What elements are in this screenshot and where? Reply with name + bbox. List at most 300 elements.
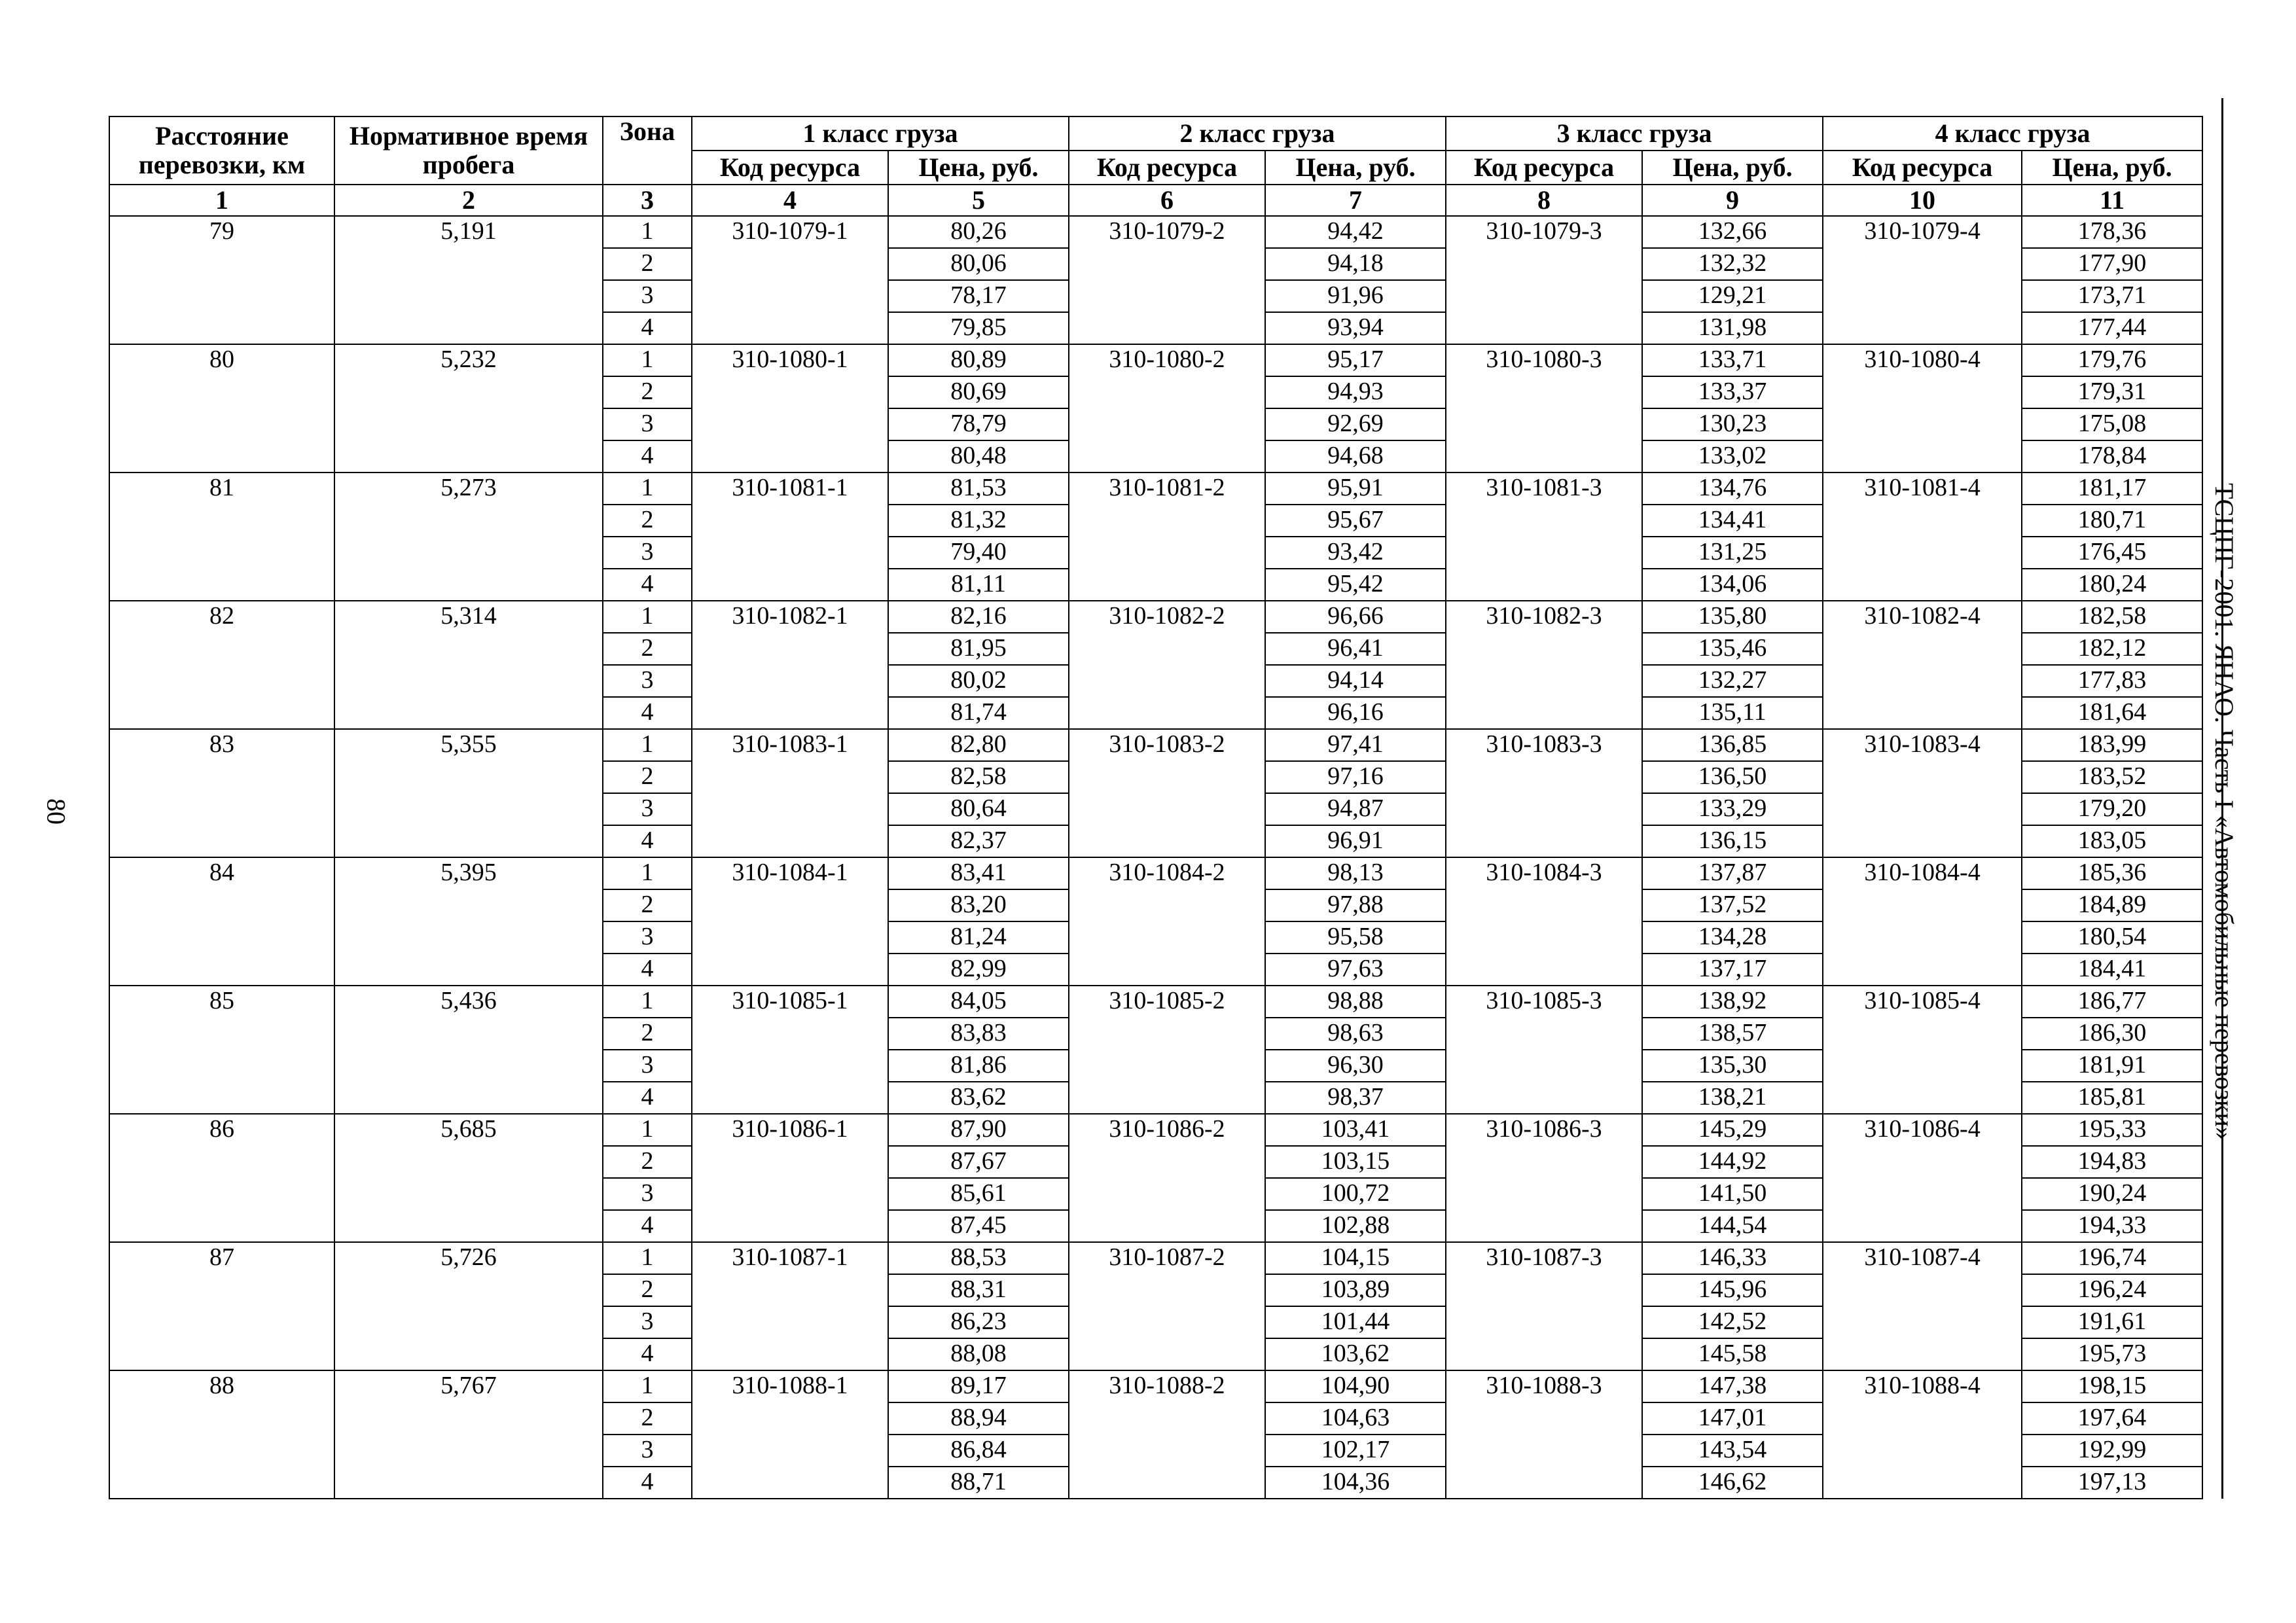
price-cell: 180,71 xyxy=(2022,505,2202,537)
price-cell: 95,42 xyxy=(1265,569,1446,601)
zone-cell: 3 xyxy=(603,665,692,697)
price-cell: 133,71 xyxy=(1642,344,1823,376)
zone-cell: 3 xyxy=(603,280,692,312)
header-code: Код ресурса xyxy=(1069,151,1265,185)
resource-code-cell: 310-1080-4 xyxy=(1823,344,2022,473)
header-code: Код ресурса xyxy=(1823,151,2022,185)
price-cell: 86,84 xyxy=(888,1435,1069,1467)
price-cell: 176,45 xyxy=(2022,537,2202,569)
zone-cell: 4 xyxy=(603,440,692,473)
price-cell: 195,73 xyxy=(2022,1338,2202,1370)
header-price: Цена, руб. xyxy=(1642,151,1823,185)
distance-cell: 83 xyxy=(109,729,334,857)
resource-code-cell: 310-1087-1 xyxy=(692,1242,888,1370)
price-cell: 86,23 xyxy=(888,1306,1069,1338)
price-cell: 88,08 xyxy=(888,1338,1069,1370)
price-cell: 183,99 xyxy=(2022,729,2202,761)
price-cell: 181,64 xyxy=(2022,697,2202,729)
table-row xyxy=(109,1370,2202,1402)
price-cell: 197,13 xyxy=(2022,1467,2202,1499)
column-number: 6 xyxy=(1069,185,1265,216)
price-cell: 145,96 xyxy=(1642,1274,1823,1306)
header-time: Нормативное время пробега xyxy=(334,116,603,185)
price-cell: 83,62 xyxy=(888,1082,1069,1114)
price-cell: 104,15 xyxy=(1265,1242,1446,1274)
resource-code-cell: 310-1082-1 xyxy=(692,601,888,729)
zone-cell: 4 xyxy=(603,1338,692,1370)
table-row xyxy=(109,1114,2202,1146)
resource-code-cell: 310-1085-4 xyxy=(1823,986,2022,1114)
price-cell: 133,29 xyxy=(1642,793,1823,825)
price-cell: 196,74 xyxy=(2022,1242,2202,1274)
time-cell: 5,273 xyxy=(334,473,603,601)
price-cell: 80,69 xyxy=(888,376,1069,408)
price-cell: 82,58 xyxy=(888,761,1069,793)
price-cell: 198,15 xyxy=(2022,1370,2202,1402)
price-cell: 197,64 xyxy=(2022,1402,2202,1435)
price-cell: 98,88 xyxy=(1265,986,1446,1018)
resource-code-cell: 310-1088-3 xyxy=(1446,1370,1642,1499)
price-cell: 81,86 xyxy=(888,1050,1069,1082)
price-cell: 129,21 xyxy=(1642,280,1823,312)
zone-cell: 3 xyxy=(603,793,692,825)
resource-code-cell: 310-1082-2 xyxy=(1069,601,1265,729)
price-cell: 79,40 xyxy=(888,537,1069,569)
header-price: Цена, руб. xyxy=(888,151,1069,185)
zone-cell: 1 xyxy=(603,473,692,505)
price-cell: 130,23 xyxy=(1642,408,1823,440)
price-cell: 132,27 xyxy=(1642,665,1823,697)
price-cell: 83,20 xyxy=(888,889,1069,921)
price-cell: 102,88 xyxy=(1265,1210,1446,1242)
price-cell: 179,31 xyxy=(2022,376,2202,408)
price-cell: 82,80 xyxy=(888,729,1069,761)
price-cell: 183,05 xyxy=(2022,825,2202,857)
price-cell: 95,67 xyxy=(1265,505,1446,537)
price-cell: 94,42 xyxy=(1265,216,1446,248)
price-cell: 186,77 xyxy=(2022,986,2202,1018)
header-price: Цена, руб. xyxy=(2022,151,2202,185)
price-cell: 97,88 xyxy=(1265,889,1446,921)
header-class-1: 1 класс груза xyxy=(692,116,1069,151)
zone-cell: 2 xyxy=(603,248,692,280)
zone-cell: 2 xyxy=(603,376,692,408)
price-cell: 132,32 xyxy=(1642,248,1823,280)
column-number: 2 xyxy=(334,185,603,216)
price-cell: 94,93 xyxy=(1265,376,1446,408)
price-cell: 83,41 xyxy=(888,857,1069,889)
price-cell: 146,62 xyxy=(1642,1467,1823,1499)
price-cell: 96,16 xyxy=(1265,697,1446,729)
price-cell: 183,52 xyxy=(2022,761,2202,793)
zone-cell: 1 xyxy=(603,986,692,1018)
price-cell: 82,16 xyxy=(888,601,1069,633)
price-cell: 145,29 xyxy=(1642,1114,1823,1146)
price-cell: 81,11 xyxy=(888,569,1069,601)
zone-cell: 1 xyxy=(603,1242,692,1274)
resource-code-cell: 310-1088-1 xyxy=(692,1370,888,1499)
table-row xyxy=(109,216,2202,248)
zone-cell: 3 xyxy=(603,1306,692,1338)
price-cell: 96,66 xyxy=(1265,601,1446,633)
header-price: Цена, руб. xyxy=(1265,151,1446,185)
price-cell: 93,42 xyxy=(1265,537,1446,569)
resource-code-cell: 310-1088-2 xyxy=(1069,1370,1265,1499)
price-cell: 80,02 xyxy=(888,665,1069,697)
resource-code-cell: 310-1086-3 xyxy=(1446,1114,1642,1242)
resource-code-cell: 310-1081-1 xyxy=(692,473,888,601)
price-cell: 94,14 xyxy=(1265,665,1446,697)
price-cell: 184,89 xyxy=(2022,889,2202,921)
price-cell: 147,01 xyxy=(1642,1402,1823,1435)
price-cell: 96,91 xyxy=(1265,825,1446,857)
price-cell: 134,76 xyxy=(1642,473,1823,505)
price-cell: 192,99 xyxy=(2022,1435,2202,1467)
distance-cell: 88 xyxy=(109,1370,334,1499)
price-cell: 135,80 xyxy=(1642,601,1823,633)
price-cell: 175,08 xyxy=(2022,408,2202,440)
header-class-2: 2 класс груза xyxy=(1069,116,1446,151)
price-cell: 80,48 xyxy=(888,440,1069,473)
price-cell: 186,30 xyxy=(2022,1018,2202,1050)
price-cell: 133,02 xyxy=(1642,440,1823,473)
zone-cell: 3 xyxy=(603,1435,692,1467)
price-cell: 135,46 xyxy=(1642,633,1823,665)
price-cell: 81,53 xyxy=(888,473,1069,505)
table-row xyxy=(109,473,2202,505)
price-cell: 81,32 xyxy=(888,505,1069,537)
price-cell: 137,17 xyxy=(1642,954,1823,986)
column-number: 1 xyxy=(109,185,334,216)
resource-code-cell: 310-1081-4 xyxy=(1823,473,2022,601)
header-class-4: 4 класс груза xyxy=(1823,116,2202,151)
price-cell: 135,30 xyxy=(1642,1050,1823,1082)
resource-code-cell: 310-1086-2 xyxy=(1069,1114,1265,1242)
price-cell: 136,85 xyxy=(1642,729,1823,761)
zone-cell: 2 xyxy=(603,1274,692,1306)
price-cell: 179,76 xyxy=(2022,344,2202,376)
zone-cell: 4 xyxy=(603,697,692,729)
resource-code-cell: 310-1083-4 xyxy=(1823,729,2022,857)
resource-code-cell: 310-1084-3 xyxy=(1446,857,1642,986)
resource-code-cell: 310-1080-2 xyxy=(1069,344,1265,473)
resource-code-cell: 310-1079-1 xyxy=(692,216,888,344)
price-cell: 78,17 xyxy=(888,280,1069,312)
resource-code-cell: 310-1083-1 xyxy=(692,729,888,857)
price-cell: 94,18 xyxy=(1265,248,1446,280)
price-cell: 81,74 xyxy=(888,697,1069,729)
resource-code-cell: 310-1079-4 xyxy=(1823,216,2022,344)
price-cell: 98,13 xyxy=(1265,857,1446,889)
distance-cell: 87 xyxy=(109,1242,334,1370)
price-cell: 80,06 xyxy=(888,248,1069,280)
table-row xyxy=(109,857,2202,889)
price-cell: 97,41 xyxy=(1265,729,1446,761)
price-cell: 98,63 xyxy=(1265,1018,1446,1050)
price-cell: 84,05 xyxy=(888,986,1069,1018)
zone-cell: 1 xyxy=(603,729,692,761)
zone-cell: 2 xyxy=(603,1018,692,1050)
price-cell: 185,81 xyxy=(2022,1082,2202,1114)
distance-cell: 81 xyxy=(109,473,334,601)
zone-cell: 4 xyxy=(603,825,692,857)
column-number: 3 xyxy=(603,185,692,216)
price-cell: 138,92 xyxy=(1642,986,1823,1018)
price-cell: 138,57 xyxy=(1642,1018,1823,1050)
resource-code-cell: 310-1085-1 xyxy=(692,986,888,1114)
price-cell: 82,37 xyxy=(888,825,1069,857)
distance-cell: 85 xyxy=(109,986,334,1114)
zone-cell: 2 xyxy=(603,889,692,921)
price-cell: 80,26 xyxy=(888,216,1069,248)
resource-code-cell: 310-1085-2 xyxy=(1069,986,1265,1114)
price-cell: 131,25 xyxy=(1642,537,1823,569)
price-cell: 78,79 xyxy=(888,408,1069,440)
price-cell: 144,92 xyxy=(1642,1146,1823,1178)
price-cell: 136,50 xyxy=(1642,761,1823,793)
price-cell: 195,33 xyxy=(2022,1114,2202,1146)
price-cell: 135,11 xyxy=(1642,697,1823,729)
price-cell: 104,36 xyxy=(1265,1467,1446,1499)
zone-cell: 1 xyxy=(603,857,692,889)
resource-code-cell: 310-1079-3 xyxy=(1446,216,1642,344)
zone-cell: 2 xyxy=(603,761,692,793)
distance-cell: 84 xyxy=(109,857,334,986)
price-cell: 136,15 xyxy=(1642,825,1823,857)
resource-code-cell: 310-1083-2 xyxy=(1069,729,1265,857)
price-cell: 179,20 xyxy=(2022,793,2202,825)
price-cell: 190,24 xyxy=(2022,1178,2202,1210)
price-cell: 96,41 xyxy=(1265,633,1446,665)
zone-cell: 1 xyxy=(603,344,692,376)
price-cell: 101,44 xyxy=(1265,1306,1446,1338)
column-number: 11 xyxy=(2022,185,2202,216)
table-row xyxy=(109,729,2202,761)
zone-cell: 1 xyxy=(603,1370,692,1402)
price-cell: 142,52 xyxy=(1642,1306,1823,1338)
price-cell: 181,91 xyxy=(2022,1050,2202,1082)
price-cell: 182,12 xyxy=(2022,633,2202,665)
price-cell: 89,17 xyxy=(888,1370,1069,1402)
price-cell: 97,16 xyxy=(1265,761,1446,793)
price-cell: 178,36 xyxy=(2022,216,2202,248)
price-cell: 95,58 xyxy=(1265,921,1446,954)
price-cell: 88,53 xyxy=(888,1242,1069,1274)
price-cell: 134,41 xyxy=(1642,505,1823,537)
resource-code-cell: 310-1080-3 xyxy=(1446,344,1642,473)
time-cell: 5,685 xyxy=(334,1114,603,1242)
table-row xyxy=(109,601,2202,633)
price-cell: 85,61 xyxy=(888,1178,1069,1210)
price-cell: 133,37 xyxy=(1642,376,1823,408)
tariff-table xyxy=(109,116,2203,1499)
column-number: 5 xyxy=(888,185,1069,216)
column-number: 8 xyxy=(1446,185,1642,216)
price-cell: 178,84 xyxy=(2022,440,2202,473)
table-row xyxy=(109,986,2202,1018)
zone-cell: 4 xyxy=(603,1210,692,1242)
time-cell: 5,355 xyxy=(334,729,603,857)
price-cell: 98,37 xyxy=(1265,1082,1446,1114)
price-cell: 194,83 xyxy=(2022,1146,2202,1178)
zone-cell: 4 xyxy=(603,954,692,986)
resource-code-cell: 310-1084-2 xyxy=(1069,857,1265,986)
price-cell: 177,83 xyxy=(2022,665,2202,697)
resource-code-cell: 310-1080-1 xyxy=(692,344,888,473)
zone-cell: 3 xyxy=(603,408,692,440)
price-cell: 177,44 xyxy=(2022,312,2202,344)
page-number: 80 xyxy=(41,798,71,825)
price-cell: 134,28 xyxy=(1642,921,1823,954)
price-cell: 180,24 xyxy=(2022,569,2202,601)
header-class-3: 3 класс груза xyxy=(1446,116,1823,151)
price-cell: 97,63 xyxy=(1265,954,1446,986)
zone-cell: 2 xyxy=(603,633,692,665)
time-cell: 5,232 xyxy=(334,344,603,473)
price-cell: 137,87 xyxy=(1642,857,1823,889)
price-cell: 137,52 xyxy=(1642,889,1823,921)
price-cell: 103,62 xyxy=(1265,1338,1446,1370)
zone-cell: 4 xyxy=(603,1467,692,1499)
resource-code-cell: 310-1082-4 xyxy=(1823,601,2022,729)
price-cell: 87,90 xyxy=(888,1114,1069,1146)
header-code: Код ресурса xyxy=(1446,151,1642,185)
price-cell: 138,21 xyxy=(1642,1082,1823,1114)
zone-cell: 1 xyxy=(603,216,692,248)
distance-cell: 79 xyxy=(109,216,334,344)
zone-cell: 3 xyxy=(603,1050,692,1082)
price-cell: 95,17 xyxy=(1265,344,1446,376)
price-cell: 80,89 xyxy=(888,344,1069,376)
time-cell: 5,395 xyxy=(334,857,603,986)
resource-code-cell: 310-1084-1 xyxy=(692,857,888,986)
price-cell: 196,24 xyxy=(2022,1274,2202,1306)
column-number: 7 xyxy=(1265,185,1446,216)
zone-cell: 4 xyxy=(603,569,692,601)
price-cell: 80,64 xyxy=(888,793,1069,825)
price-cell: 134,06 xyxy=(1642,569,1823,601)
price-cell: 81,24 xyxy=(888,921,1069,954)
zone-cell: 3 xyxy=(603,537,692,569)
price-cell: 94,87 xyxy=(1265,793,1446,825)
price-cell: 82,99 xyxy=(888,954,1069,986)
price-cell: 87,67 xyxy=(888,1146,1069,1178)
resource-code-cell: 310-1086-4 xyxy=(1823,1114,2022,1242)
resource-code-cell: 310-1087-3 xyxy=(1446,1242,1642,1370)
resource-code-cell: 310-1081-3 xyxy=(1446,473,1642,601)
zone-cell: 2 xyxy=(603,1402,692,1435)
price-cell: 104,63 xyxy=(1265,1402,1446,1435)
price-cell: 92,69 xyxy=(1265,408,1446,440)
price-cell: 94,68 xyxy=(1265,440,1446,473)
zone-cell: 3 xyxy=(603,1178,692,1210)
price-cell: 103,41 xyxy=(1265,1114,1446,1146)
price-cell: 191,61 xyxy=(2022,1306,2202,1338)
price-cell: 95,91 xyxy=(1265,473,1446,505)
price-cell: 100,72 xyxy=(1265,1178,1446,1210)
header-zone: Зона xyxy=(603,116,692,185)
price-cell: 147,38 xyxy=(1642,1370,1823,1402)
price-cell: 177,90 xyxy=(2022,248,2202,280)
price-cell: 81,95 xyxy=(888,633,1069,665)
resource-code-cell: 310-1084-4 xyxy=(1823,857,2022,986)
zone-cell: 2 xyxy=(603,1146,692,1178)
price-cell: 143,54 xyxy=(1642,1435,1823,1467)
zone-cell: 1 xyxy=(603,1114,692,1146)
resource-code-cell: 310-1081-2 xyxy=(1069,473,1265,601)
price-cell: 87,45 xyxy=(888,1210,1069,1242)
resource-code-cell: 310-1088-4 xyxy=(1823,1370,2022,1499)
resource-code-cell: 310-1086-1 xyxy=(692,1114,888,1242)
time-cell: 5,436 xyxy=(334,986,603,1114)
price-cell: 88,94 xyxy=(888,1402,1069,1435)
price-cell: 181,17 xyxy=(2022,473,2202,505)
resource-code-cell: 310-1083-3 xyxy=(1446,729,1642,857)
zone-cell: 3 xyxy=(603,921,692,954)
price-cell: 96,30 xyxy=(1265,1050,1446,1082)
column-number: 4 xyxy=(692,185,888,216)
zone-cell: 1 xyxy=(603,601,692,633)
resource-code-cell: 310-1087-4 xyxy=(1823,1242,2022,1370)
price-cell: 173,71 xyxy=(2022,280,2202,312)
price-cell: 182,58 xyxy=(2022,601,2202,633)
zone-cell: 4 xyxy=(603,1082,692,1114)
distance-cell: 86 xyxy=(109,1114,334,1242)
column-number: 9 xyxy=(1642,185,1823,216)
price-cell: 145,58 xyxy=(1642,1338,1823,1370)
price-cell: 83,83 xyxy=(888,1018,1069,1050)
resource-code-cell: 310-1079-2 xyxy=(1069,216,1265,344)
price-cell: 194,33 xyxy=(2022,1210,2202,1242)
resource-code-cell: 310-1082-3 xyxy=(1446,601,1642,729)
price-cell: 91,96 xyxy=(1265,280,1446,312)
time-cell: 5,191 xyxy=(334,216,603,344)
time-cell: 5,767 xyxy=(334,1370,603,1499)
price-cell: 184,41 xyxy=(2022,954,2202,986)
price-cell: 146,33 xyxy=(1642,1242,1823,1274)
price-cell: 180,54 xyxy=(2022,921,2202,954)
price-cell: 144,54 xyxy=(1642,1210,1823,1242)
price-cell: 88,31 xyxy=(888,1274,1069,1306)
price-cell: 79,85 xyxy=(888,312,1069,344)
price-cell: 104,90 xyxy=(1265,1370,1446,1402)
price-cell: 102,17 xyxy=(1265,1435,1446,1467)
distance-cell: 82 xyxy=(109,601,334,729)
table-row xyxy=(109,344,2202,376)
time-cell: 5,314 xyxy=(334,601,603,729)
price-cell: 131,98 xyxy=(1642,312,1823,344)
price-cell: 141,50 xyxy=(1642,1178,1823,1210)
resource-code-cell: 310-1085-3 xyxy=(1446,986,1642,1114)
price-cell: 132,66 xyxy=(1642,216,1823,248)
running-header: ТСЦПГ-2001. ЯНАО. Часть I «Автомобильные перевозки» xyxy=(2210,483,2239,1140)
header-distance: Расстояние перевозки, км xyxy=(109,116,334,185)
time-cell: 5,726 xyxy=(334,1242,603,1370)
price-cell: 185,36 xyxy=(2022,857,2202,889)
price-cell: 88,71 xyxy=(888,1467,1069,1499)
price-cell: 93,94 xyxy=(1265,312,1446,344)
price-cell: 103,89 xyxy=(1265,1274,1446,1306)
table-row xyxy=(109,1242,2202,1274)
zone-cell: 2 xyxy=(603,505,692,537)
table-body xyxy=(109,216,2202,1499)
column-number: 10 xyxy=(1823,185,2022,216)
header-code: Код ресурса xyxy=(692,151,888,185)
resource-code-cell: 310-1087-2 xyxy=(1069,1242,1265,1370)
distance-cell: 80 xyxy=(109,344,334,473)
zone-cell: 4 xyxy=(603,312,692,344)
price-cell: 103,15 xyxy=(1265,1146,1446,1178)
